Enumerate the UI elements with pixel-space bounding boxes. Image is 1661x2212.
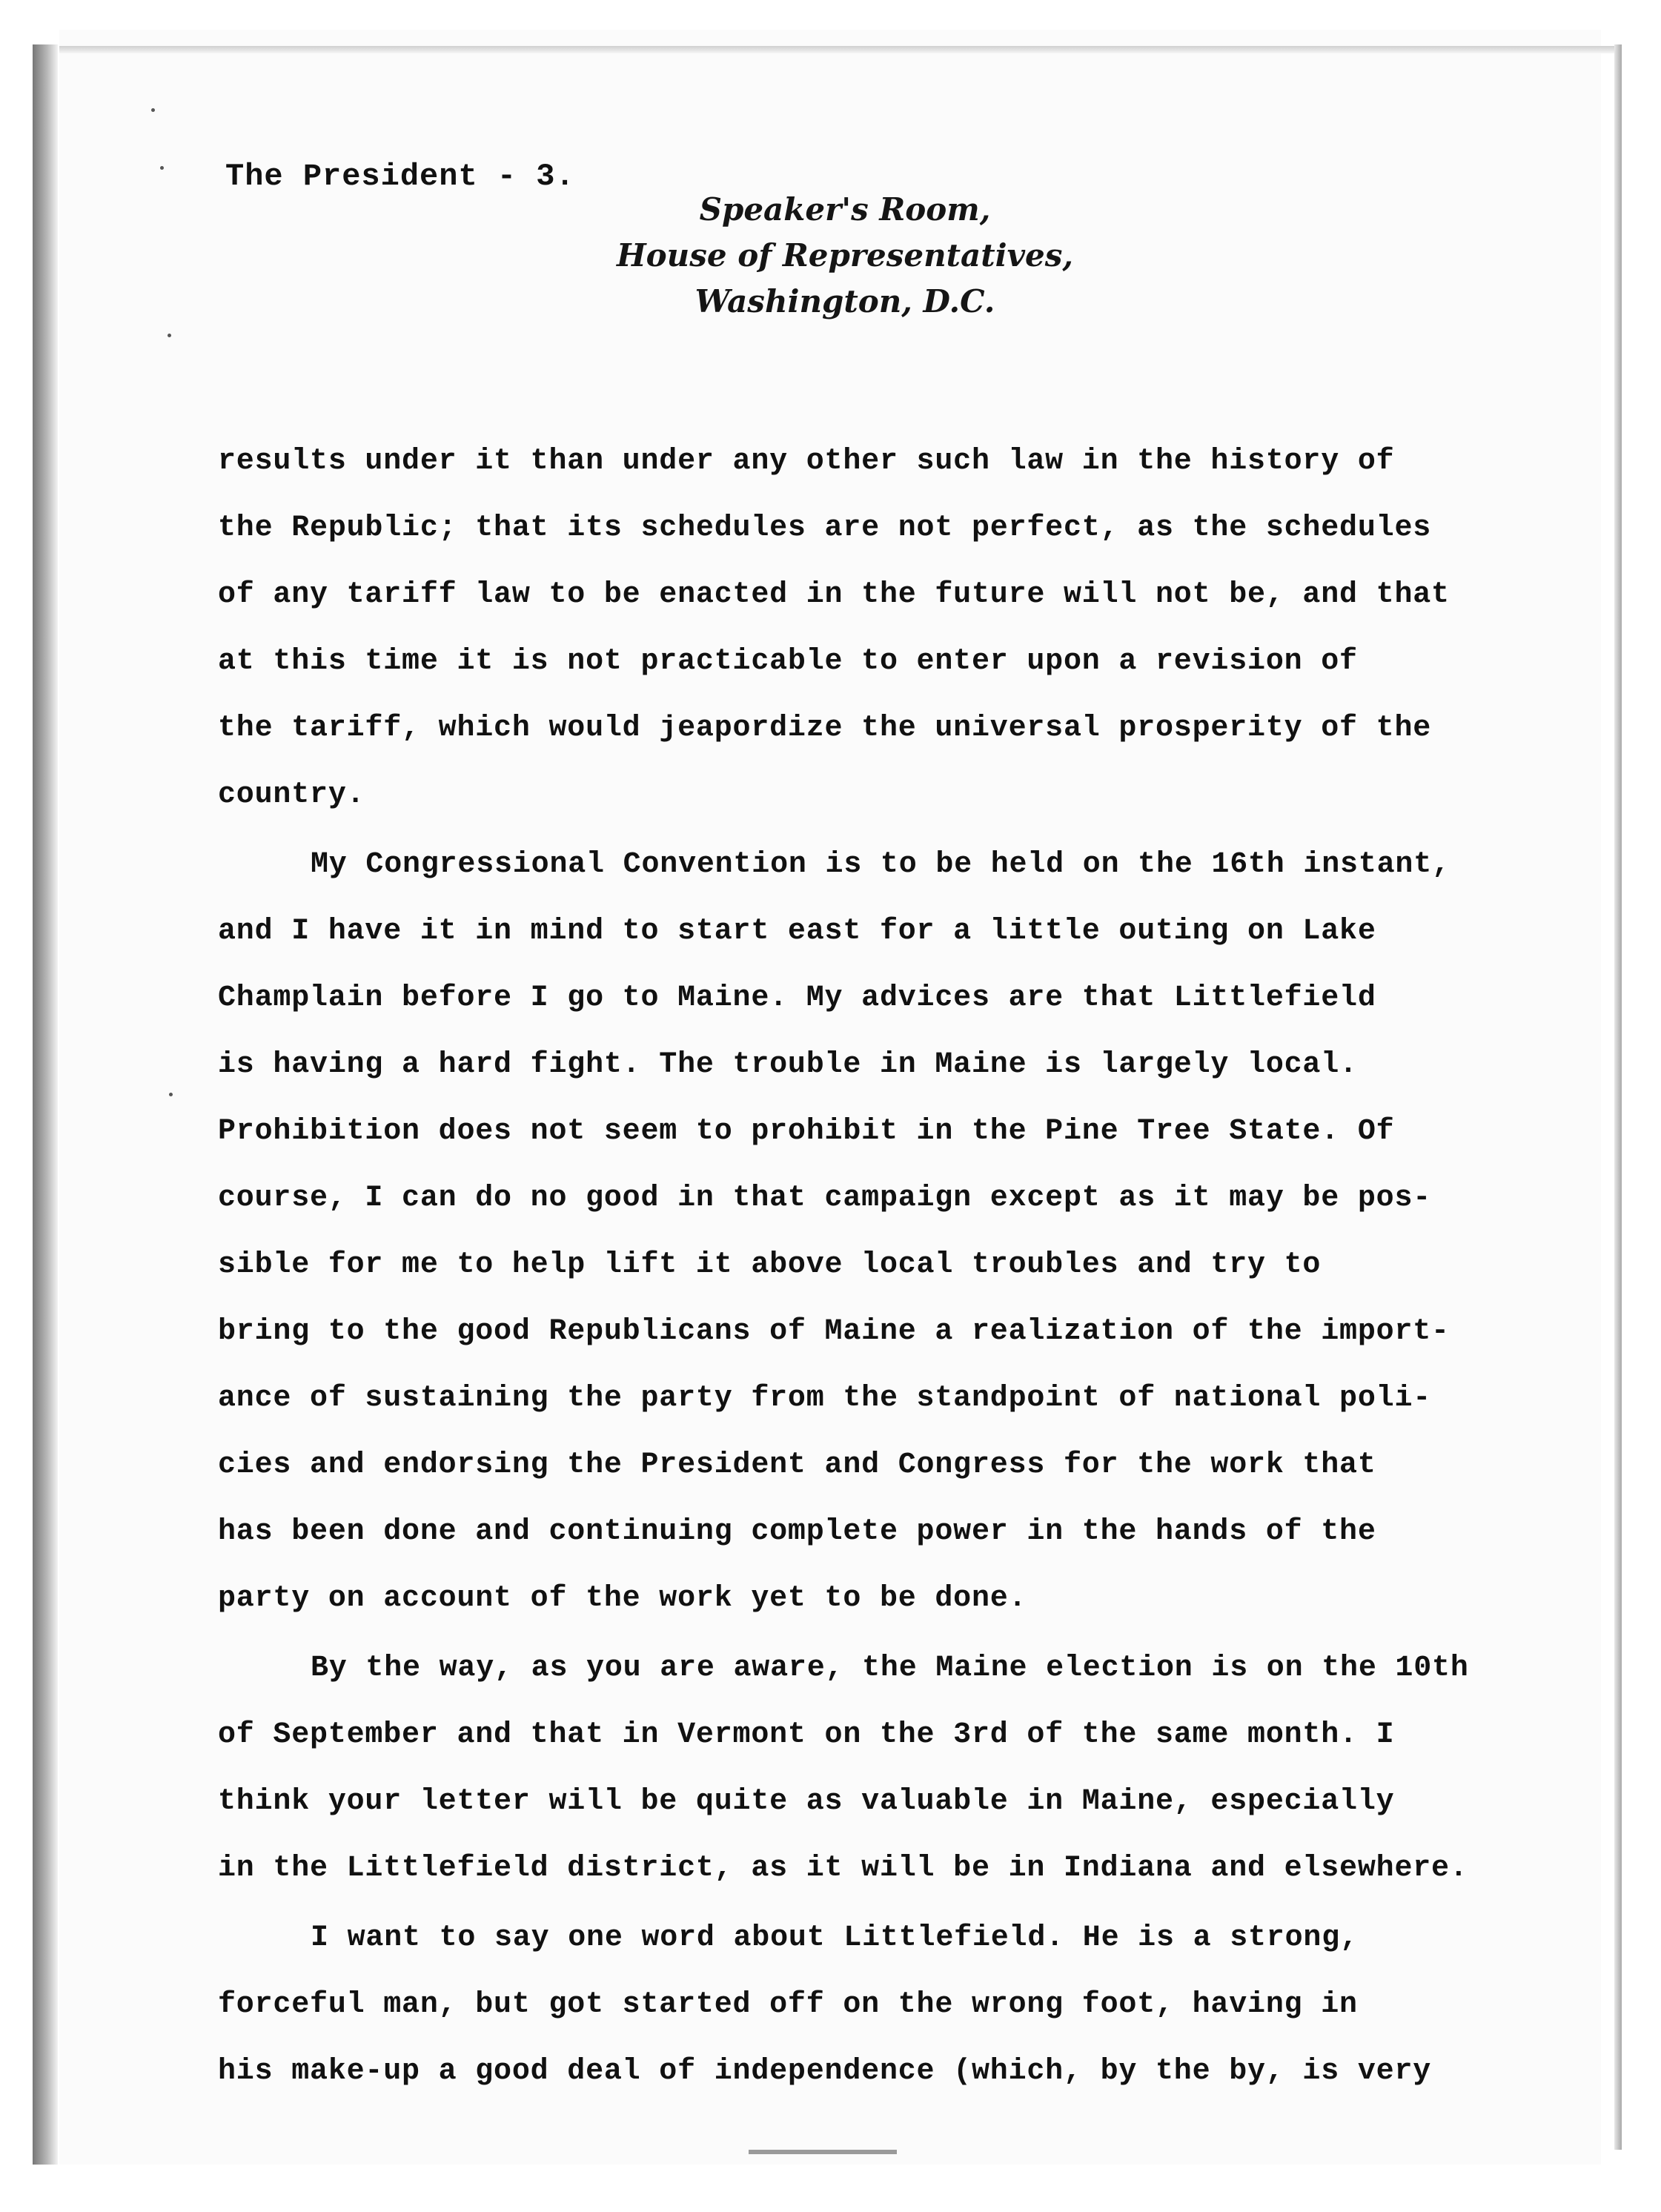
text-line: cies and endorsing the President and Congress for the work that bbox=[218, 1448, 1376, 1482]
ink-speck bbox=[160, 166, 164, 170]
text-line: and I have it in mind to start east for a little outing on Lake bbox=[218, 915, 1376, 948]
paragraph bbox=[218, 428, 1552, 829]
text-line: the Republic; that its schedules are not perfect, as the schedules bbox=[218, 511, 1432, 545]
text-line: at this time it is not practicable to enter upon a revision of bbox=[218, 645, 1358, 678]
letter-body bbox=[218, 428, 1552, 2105]
page-right-edge-shadow bbox=[1614, 44, 1622, 2150]
text-line: his make-up a good deal of independence (which, by the by, is very bbox=[218, 2055, 1432, 2088]
ink-speck bbox=[168, 334, 171, 337]
text-line: party on account of the work yet to be done. bbox=[218, 1582, 1027, 1615]
text-line: is having a hard fight. The trouble in Maine is largely local. bbox=[218, 1048, 1358, 1082]
text-line: bring to the good Republicans of Maine a realization of the import- bbox=[218, 1315, 1450, 1348]
text-line: course, I can do no good in that campaign except as it may be pos- bbox=[218, 1182, 1432, 1215]
text-line: I want to say one word about Littlefield. He is a strong, bbox=[311, 1921, 1359, 1955]
page-left-edge-shadow bbox=[33, 44, 58, 2165]
page-bottom-mark bbox=[749, 2150, 897, 2154]
ink-speck bbox=[151, 108, 155, 112]
paragraph bbox=[218, 1905, 1552, 2105]
letterhead-line: Speaker's Room, bbox=[699, 191, 991, 228]
text-line: Champlain before I go to Maine. My advices are that Littlefield bbox=[218, 981, 1376, 1015]
text-line: country. bbox=[218, 778, 365, 812]
text-line: By the way, as you are aware, the Maine election is on the 10th bbox=[311, 1652, 1469, 1685]
letterhead-line: House of Representatives, bbox=[616, 237, 1074, 274]
ink-speck bbox=[169, 1093, 173, 1096]
page-header: The President - 3. bbox=[225, 159, 575, 194]
paragraph bbox=[218, 1635, 1552, 1902]
text-line: of September and that in Vermont on the 3rd of the same month. I bbox=[218, 1718, 1395, 1752]
page-top-edge-shadow bbox=[59, 46, 1616, 53]
letterhead bbox=[608, 187, 1082, 325]
text-line: My Congressional Convention is to be held on the 16th instant, bbox=[311, 848, 1451, 881]
text-line: the tariff, which would jeapordize the universal prosperity of the bbox=[218, 712, 1432, 745]
text-line: in the Littlefield district, as it will be in Indiana and elsewhere. bbox=[218, 1852, 1468, 1885]
text-line: think your letter will be quite as valuable in Maine, especially bbox=[218, 1785, 1395, 1818]
text-line: sible for me to help lift it above local troubles and try to bbox=[218, 1248, 1322, 1282]
text-line: has been done and continuing complete power in the hands of the bbox=[218, 1515, 1376, 1549]
text-line: Prohibition does not seem to prohibit in the Pine Tree State. Of bbox=[218, 1115, 1395, 1148]
text-line: of any tariff law to be enacted in the future will not be, and that bbox=[218, 578, 1450, 612]
paragraph bbox=[218, 832, 1552, 1632]
text-line: results under it than under any other such law in the history of bbox=[218, 445, 1395, 478]
text-line: ance of sustaining the party from the standpoint of national poli- bbox=[218, 1382, 1432, 1415]
text-line: forceful man, but got started off on the wrong foot, having in bbox=[218, 1988, 1358, 2021]
letterhead-line: Washington, D.C. bbox=[694, 283, 995, 319]
